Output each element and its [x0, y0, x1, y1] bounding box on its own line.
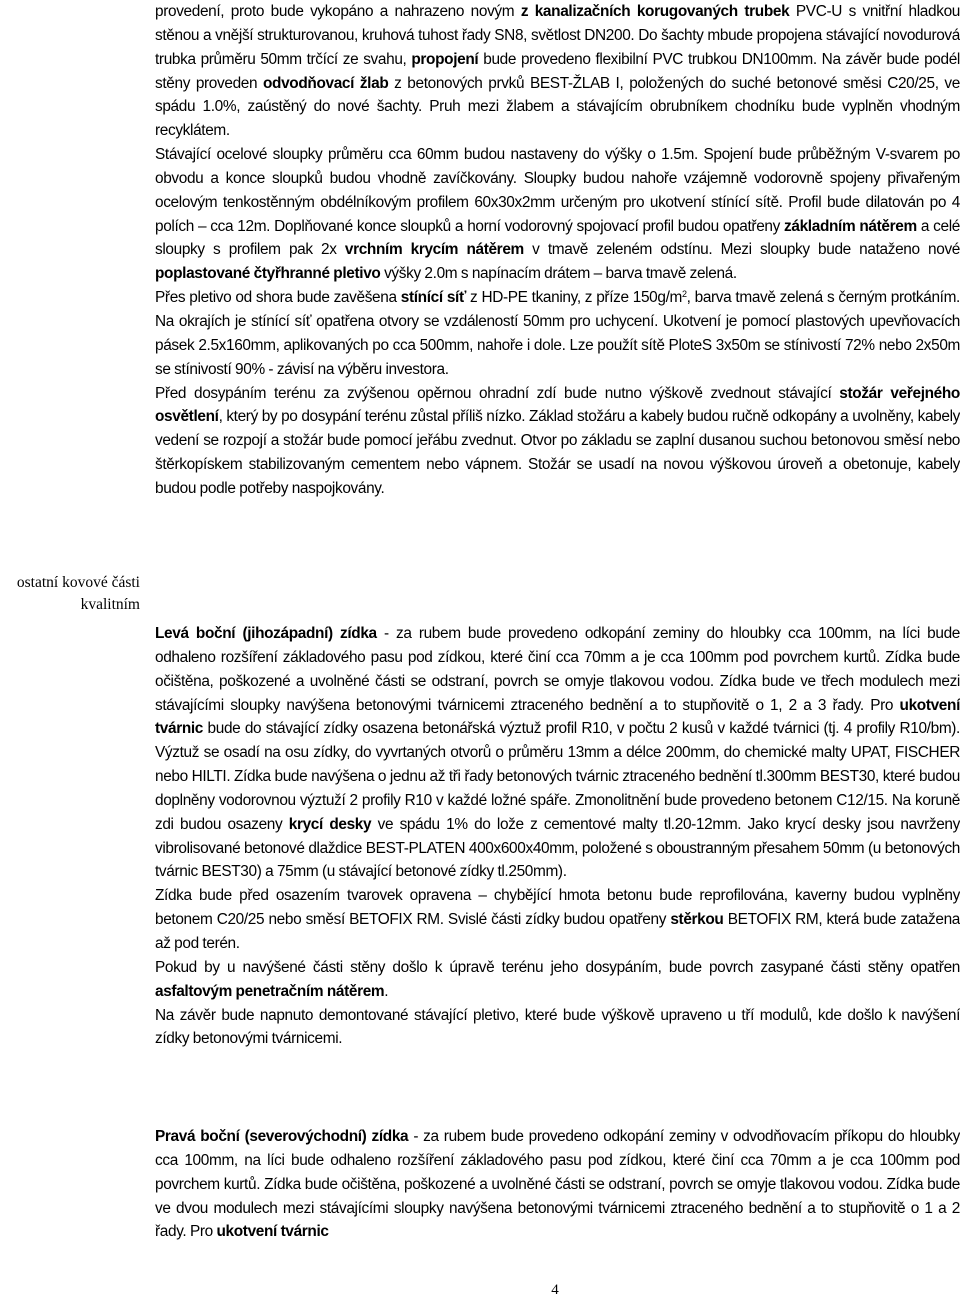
bold-term: stínící síť: [400, 289, 466, 307]
paragraph-left-wall: [155, 622, 960, 884]
bold-term: poplastované čtyřhranné pletivo: [155, 265, 381, 283]
text-run: provedení, proto bude vykopáno a nahrazeno novým: [155, 3, 521, 20]
bold-term: základním nátěrem: [784, 217, 917, 235]
margin-note: [0, 572, 140, 616]
bold-term: asfaltovým penetračním nátěrem: [155, 982, 385, 1000]
text-run: z HD-PE tkaniny, z příze 150g/m: [465, 289, 682, 307]
paragraph-right-wall: [155, 1125, 960, 1244]
paragraph-penetration: [155, 956, 960, 1004]
text-run: Na závěr bude napnuto demontované stávající pletivo, které bude výškově upraveno u tří modulů, kde došlo k navýšení zídky betonovými tvárnicemi.: [155, 1006, 960, 1048]
text-run: BETOFIX RM, která bude zatažena až pod terén.: [155, 911, 960, 952]
body-text-block-1: [155, 0, 960, 501]
paragraph-fence-reinstall: [155, 1004, 960, 1052]
bold-heading: Levá boční (jihozápadní) zídka: [155, 625, 377, 642]
text-run: Před dosypáním terénu za zvýšenou opěrnou ohradní zdí bude nutno výškově zvednout stávající: [155, 384, 840, 402]
text-run: Stávající ocelové sloupky průměru cca 60mm budou nastaveny do výšky o 1.5m. Spojení bude průběžným V-svarem po obvodu a konce sloupků budou vhodně zavíčkovány. Sloupky budou nahoře vzájemně vodorovně spojeny přivařeným ocelovým tenkostěnným obdélníkovým profilem 60x30x2mm určeným pro ukotvení stínící sítě. Profil bude dilatován po 4 polích – cca 12m. Doplňované konce sloupků a horní vodorovný spojovací profil budou opatřeny: [155, 146, 960, 235]
bold-term: stěrkou: [670, 911, 724, 929]
text-run: v tmavě zeleném odstínu. Mezi sloupky bude nataženo nové: [523, 241, 960, 259]
text-run: PVC-U s vnitřní hladkou stěnou a vnější strukturovanou, kruhová tuhost řady SN8, světlost DN200. Do šachty mbude propojena stávající novodurová trubka průměru 50mm trčící ze svahu,: [155, 3, 960, 68]
bold-term: krycí desky: [288, 815, 372, 833]
text-run: , barva tmavě zelená s černým protkáním. Na okrajích je stínící síť opatřena otvory se vzdáleností 50mm pro uchycení. Ukotvení je pomocí plastových upevňovacích pásek 2.5x160mm, aplikovaných po cca 500mm, nahoře i dole. Lze použít sítě PloteS 3x50m se stínivostí 72% nebo 2x50m se stínivostí 90% - závisí na výběru investora.: [155, 289, 960, 378]
text-run: bude do stávající zídky osazena betonářská výztuž profil R10, v počtu 2 kusů v každé tvárnici (tj. 4 profily R10/bm). Výztuž se osadí na osu zídky, do vyvrtaných otvorů o průměru 13mm a délce 200mm, do chemické malty UPAT, FISCHER nebo HILTI. Zídka bude navýšena o jednu až tři řady betonových tvárnic ztraceného bednění tl.300mm BEST30, které budou doplněny vodorovnou výztuží 2 profily R10 v každé ložné spáře. Zmonolitnění bude provedeno betonem C12/15. Na koruně zdi budou osazeny: [155, 720, 960, 833]
body-text-block-2: [155, 622, 960, 1051]
text-run: - za rubem bude provedeno odkopání zeminy do hloubky cca 100mm, na líci bude odhaleno rozšíření základového pasu pod zídkou, které činí cca 70mm a je cca 100mm pod povrchem kurtů. Zídka bude očištěna, poškozené a uvolněné části se odstraní, povrch se omyje tlakovou vodou. Zídka bude ve třech modulech mezi stávajícími sloupky navýšena betonovými tvárnicemi ztraceného bednění a to stupňovitě o 1, 2 a 3 řady. Pro: [155, 625, 960, 714]
paragraph-wall-repair: [155, 884, 960, 956]
text-run: .: [384, 982, 389, 1000]
bold-term: propojení: [411, 50, 479, 68]
page-number: 4: [551, 1282, 559, 1298]
margin-note-line: kvalitním: [80, 596, 140, 613]
text-run: Zídka bude před osazením tvarovek opravena – chybějící hmota betonu bude reprofilována, kaverny budou vyplněny betonem C20/25 nebo směsí BETOFIX RM. Svislé části zídky budou opatřeny: [155, 887, 960, 929]
bold-term: ukotvení tvárnic: [155, 696, 960, 738]
paragraph-drainage: [155, 0, 960, 143]
margin-note-line: ostatní kovové části: [16, 574, 140, 591]
text-run: a celé sloupky s profilem pak 2x: [155, 217, 960, 259]
paragraph-shade-net: [155, 286, 960, 381]
text-run: - za rubem bude provedeno odkopání zeminy v odvodňovacím příkopu do hloubky cca 100mm, na líci bude odhaleno rozšíření základového pasu pod zídkou, které činí cca 70mm a je cca 100mm pod povrchem kurtů. Zídka bude očištěna, poškozené a uvolněné části se odstraní, povrch se omyje tlakovou vodou. Zídka bude ve dvou modulech mezi stávajícími sloupky navýšena betonovými tvárnicemi ztraceného bednění a to stupňovitě o 1 a 2 řady. Pro: [155, 1128, 960, 1241]
bold-heading: Pravá boční (severovýchodní) zídka: [155, 1128, 409, 1145]
superscript: 2: [681, 289, 687, 300]
text-run: , který by po dosypání terénu zůstal příliš nízko. Základ stožáru a kabely budou ručně odkopány a uvolněny, kabely vedení se rozpojí a stožár bude pomocí jeřábu zvednut. Otvor po základu se zaplní dusanou suchou betonovou směsí nebo štěrkopískem stabilizovaným cementem nebo vápnem. Stožár se usadí na novou výškovou úroveň a obetonuje, kabely budou podle potřeby naspojkovány.: [155, 408, 960, 497]
text-run: bude provedeno flexibilní PVC trubkou DN100mm. Na závěr bude podél stěny proveden: [155, 50, 960, 92]
bold-term: vrchním krycím nátěrem: [344, 241, 524, 259]
text-run: Přes pletivo od shora bude zavěšena: [155, 289, 401, 307]
bold-term: stožár veřejného osvětlení: [155, 384, 960, 426]
paragraph-lamp-post: [155, 382, 960, 501]
body-text-block-3: [155, 1125, 960, 1244]
text-run: Pokud by u navýšené části stěny došlo k úpravě terénu jeho dosypáním, bude povrch zasypané části stěny opatřen: [155, 958, 960, 976]
text-run: ve spádu 1% do lože z cementové malty tl.20-12mm. Jako krycí desky jsou navrženy vibrolisované betonové dlaždice BEST-PLATEN 400x600x40mm, položené s oboustranným přesahem 50mm (u betonových tvárnic BEST30) a 75mm (u stávající betonové zídky tl.250mm).: [155, 815, 960, 881]
bold-term: z kanalizačních korugovaných trubek: [520, 3, 790, 20]
text-run: výšky 2.0m s napínacím drátem – barva tmavě zelená.: [380, 265, 737, 283]
bold-term: odvodňovací žlab: [262, 74, 389, 92]
text-run: z betonových prvků BEST-ŽLAB I, položených do suché betonové směsi C20/25, ve spádu 1.0%, zaústěný do nové šachty. Pruh mezi žlabem a stávajícím obrubníkem chodníku bude vyplněn vhodným recyklátem.: [155, 74, 960, 140]
paragraph-posts-fence: [155, 143, 960, 286]
bold-term: ukotvení tvárnic: [216, 1223, 329, 1241]
